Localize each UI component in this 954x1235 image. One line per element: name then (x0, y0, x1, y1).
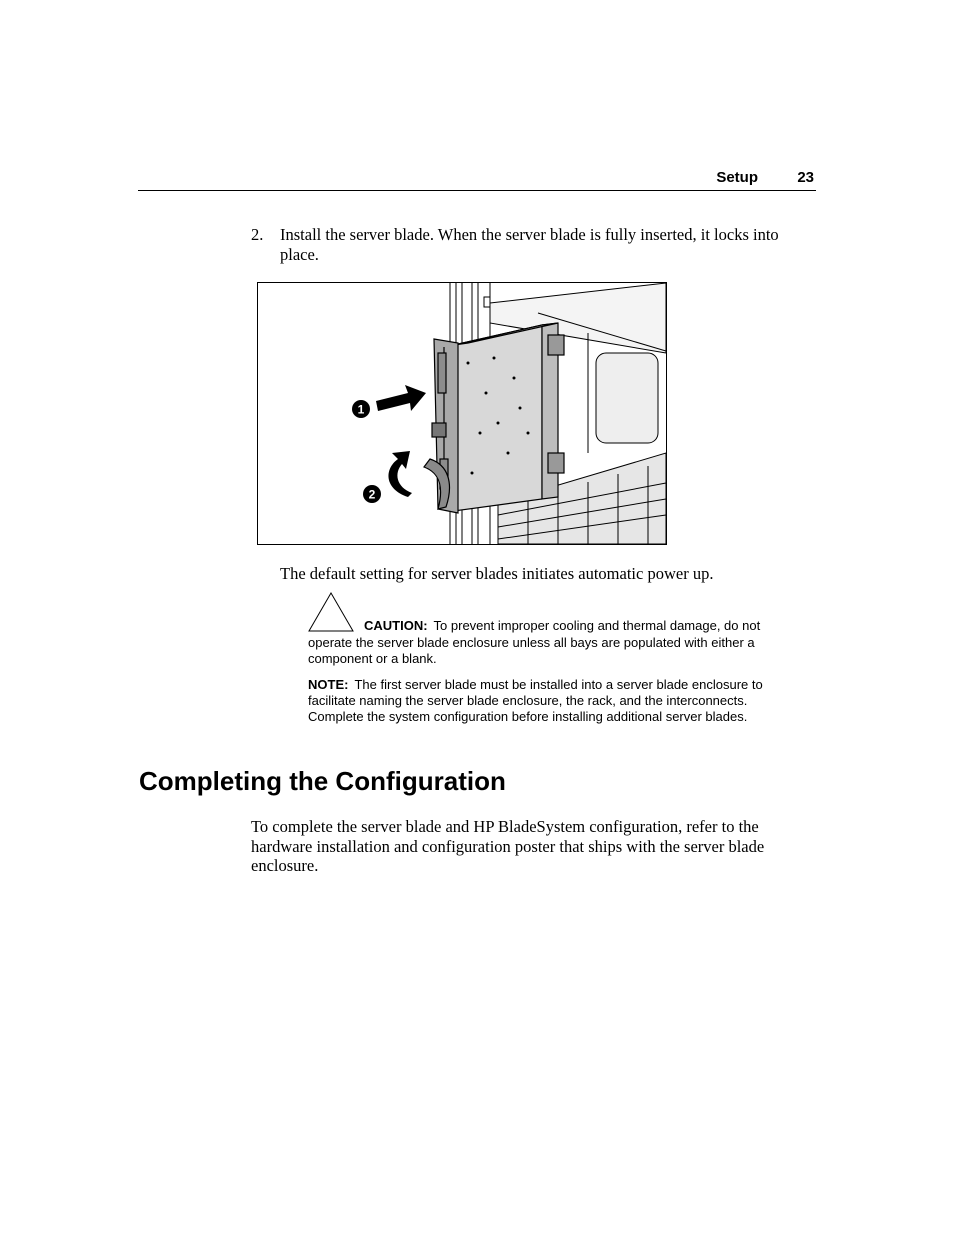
section-paragraph: To complete the server blade and HP BladeSystem configuration, refer to the hardware installation and configuration poster that ships with the server blade enclosure. (251, 817, 765, 875)
install-step (251, 225, 811, 264)
note-label: NOTE: (308, 677, 349, 692)
server-blade-installation-figure (257, 282, 667, 545)
note-text: The first server blade must be installed into a server blade enclosure to facilitate naming the server blade enclosure, the rack, and the interconnects. Complete the system configuration before installing additional server blades. (308, 677, 763, 725)
page-number: 23 (797, 169, 814, 186)
header-section-title: Setup (716, 169, 758, 186)
power-up-text: The default setting for server blades initiates automatic power up. (280, 564, 714, 583)
callout-2-label: 2 (368, 487, 376, 502)
caution-text: To prevent improper cooling and thermal damage, do not operate the server blade enclosure unless all bays are populated with either a component or a blank. (308, 618, 761, 666)
section-heading: Completing the Configuration (139, 766, 506, 796)
running-header (138, 166, 816, 191)
step-number: 2. (251, 225, 264, 244)
insert-arrow-icon (376, 385, 426, 411)
callout-1-label: 1 (357, 402, 365, 417)
note-notice (308, 677, 763, 726)
step-text: Install the server blade. When the server blade is fully inserted, it locks into place. (280, 225, 779, 264)
rotate-arrow-icon (389, 451, 412, 497)
caution-label: CAUTION: (364, 618, 428, 633)
server-blade-illustration (258, 283, 666, 544)
caution-notice (308, 618, 763, 668)
